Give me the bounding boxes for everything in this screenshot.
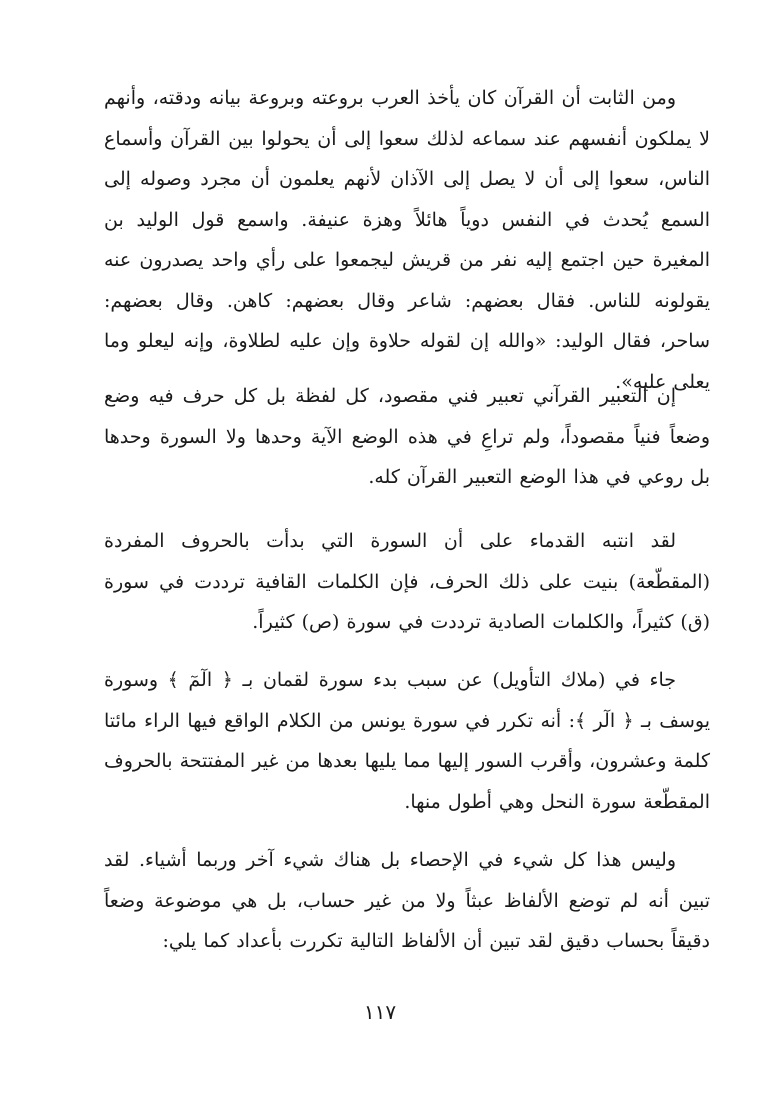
paragraph-muqattaat-letters (104, 521, 710, 643)
page-number: ١١٧ (363, 1000, 397, 1024)
paragraph-statistics (104, 840, 710, 962)
paragraph-artistic-expression (104, 376, 710, 498)
paragraph-text: جاء في (ملاك التأويل) عن سبب بدء سورة لقمان بـ ﴿ الٓمٓ ﴾ وسورة يوسف بـ ﴿ الٓر ﴾: أنه تكرر في سورة يونس من الكلام الواقع فيها الراء مائتا كلمة وعشرون، وأقرب السور إليها مما يليها بعدها من غير المفتتحة بالحروف المقطّعة سورة النحل وهي أطول منها. (104, 669, 710, 813)
paragraph-malak-al-tawil (104, 660, 710, 822)
paragraph-text: وليس هذا كل شيء في الإحصاء بل هناك شيء آخر وربما أشياء. لقد تبين أنه لم توضع الألفاظ عبثاً ولا من غير حساب، بل هي موضوعة وضعاً دقيقاً بحساب دقيق لقد تبين أن الألفاظ التالية تكررت بأعداد كما يلي: (104, 849, 710, 952)
paragraph-text: ومن الثابت أن القرآن كان يأخذ العرب بروعته وبروعة بيانه ودقته، وأنهم لا يملكون أنفسهم عند سماعه لذلك سعوا إلى أن يحولوا بين القرآن وأسماع الناس، سعوا إلى أن لا يصل إلى الآذان لأنهم يعلمون أن مجرد وصوله إلى السمع يُحدث في النفس دوياً هائلاً وهزة عنيفة. واسمع قول الوليد بن المغيرة حين اجتمع إليه نفر من قريش ليجمعوا على رأي واحد يصدرون عنه يقولونه للناس. فقال بعضهم: شاعر وقال بعضهم: كاهن. وقال بعضهم: ساحر، فقال الوليد: «والله إن لقوله حلاوة وإن عليه لطلاوة، وإنه ليعلو وما يعلى عليه». (104, 87, 710, 393)
paragraph-quran-effect (104, 78, 710, 402)
paragraph-text: إن التعبير القرآني تعبير فني مقصود، كل لفظة بل كل حرف فيه وضع وضعاً فنياً مقصوداً، ولم تراعِ في هذه الوضع الآية وحدها ولا السورة وحدها بل روعي في هذا الوضع التعبير القرآن كله. (104, 385, 710, 488)
paragraph-text: لقد انتبه القدماء على أن السورة التي بدأت بالحروف المفردة (المقطّعة) بنيت على ذلك الحرف، فإن الكلمات القافية ترددت في سورة (ق) كثيراً، والكلمات الصادية ترددت في سورة (ص) كثيراً. (104, 530, 710, 633)
